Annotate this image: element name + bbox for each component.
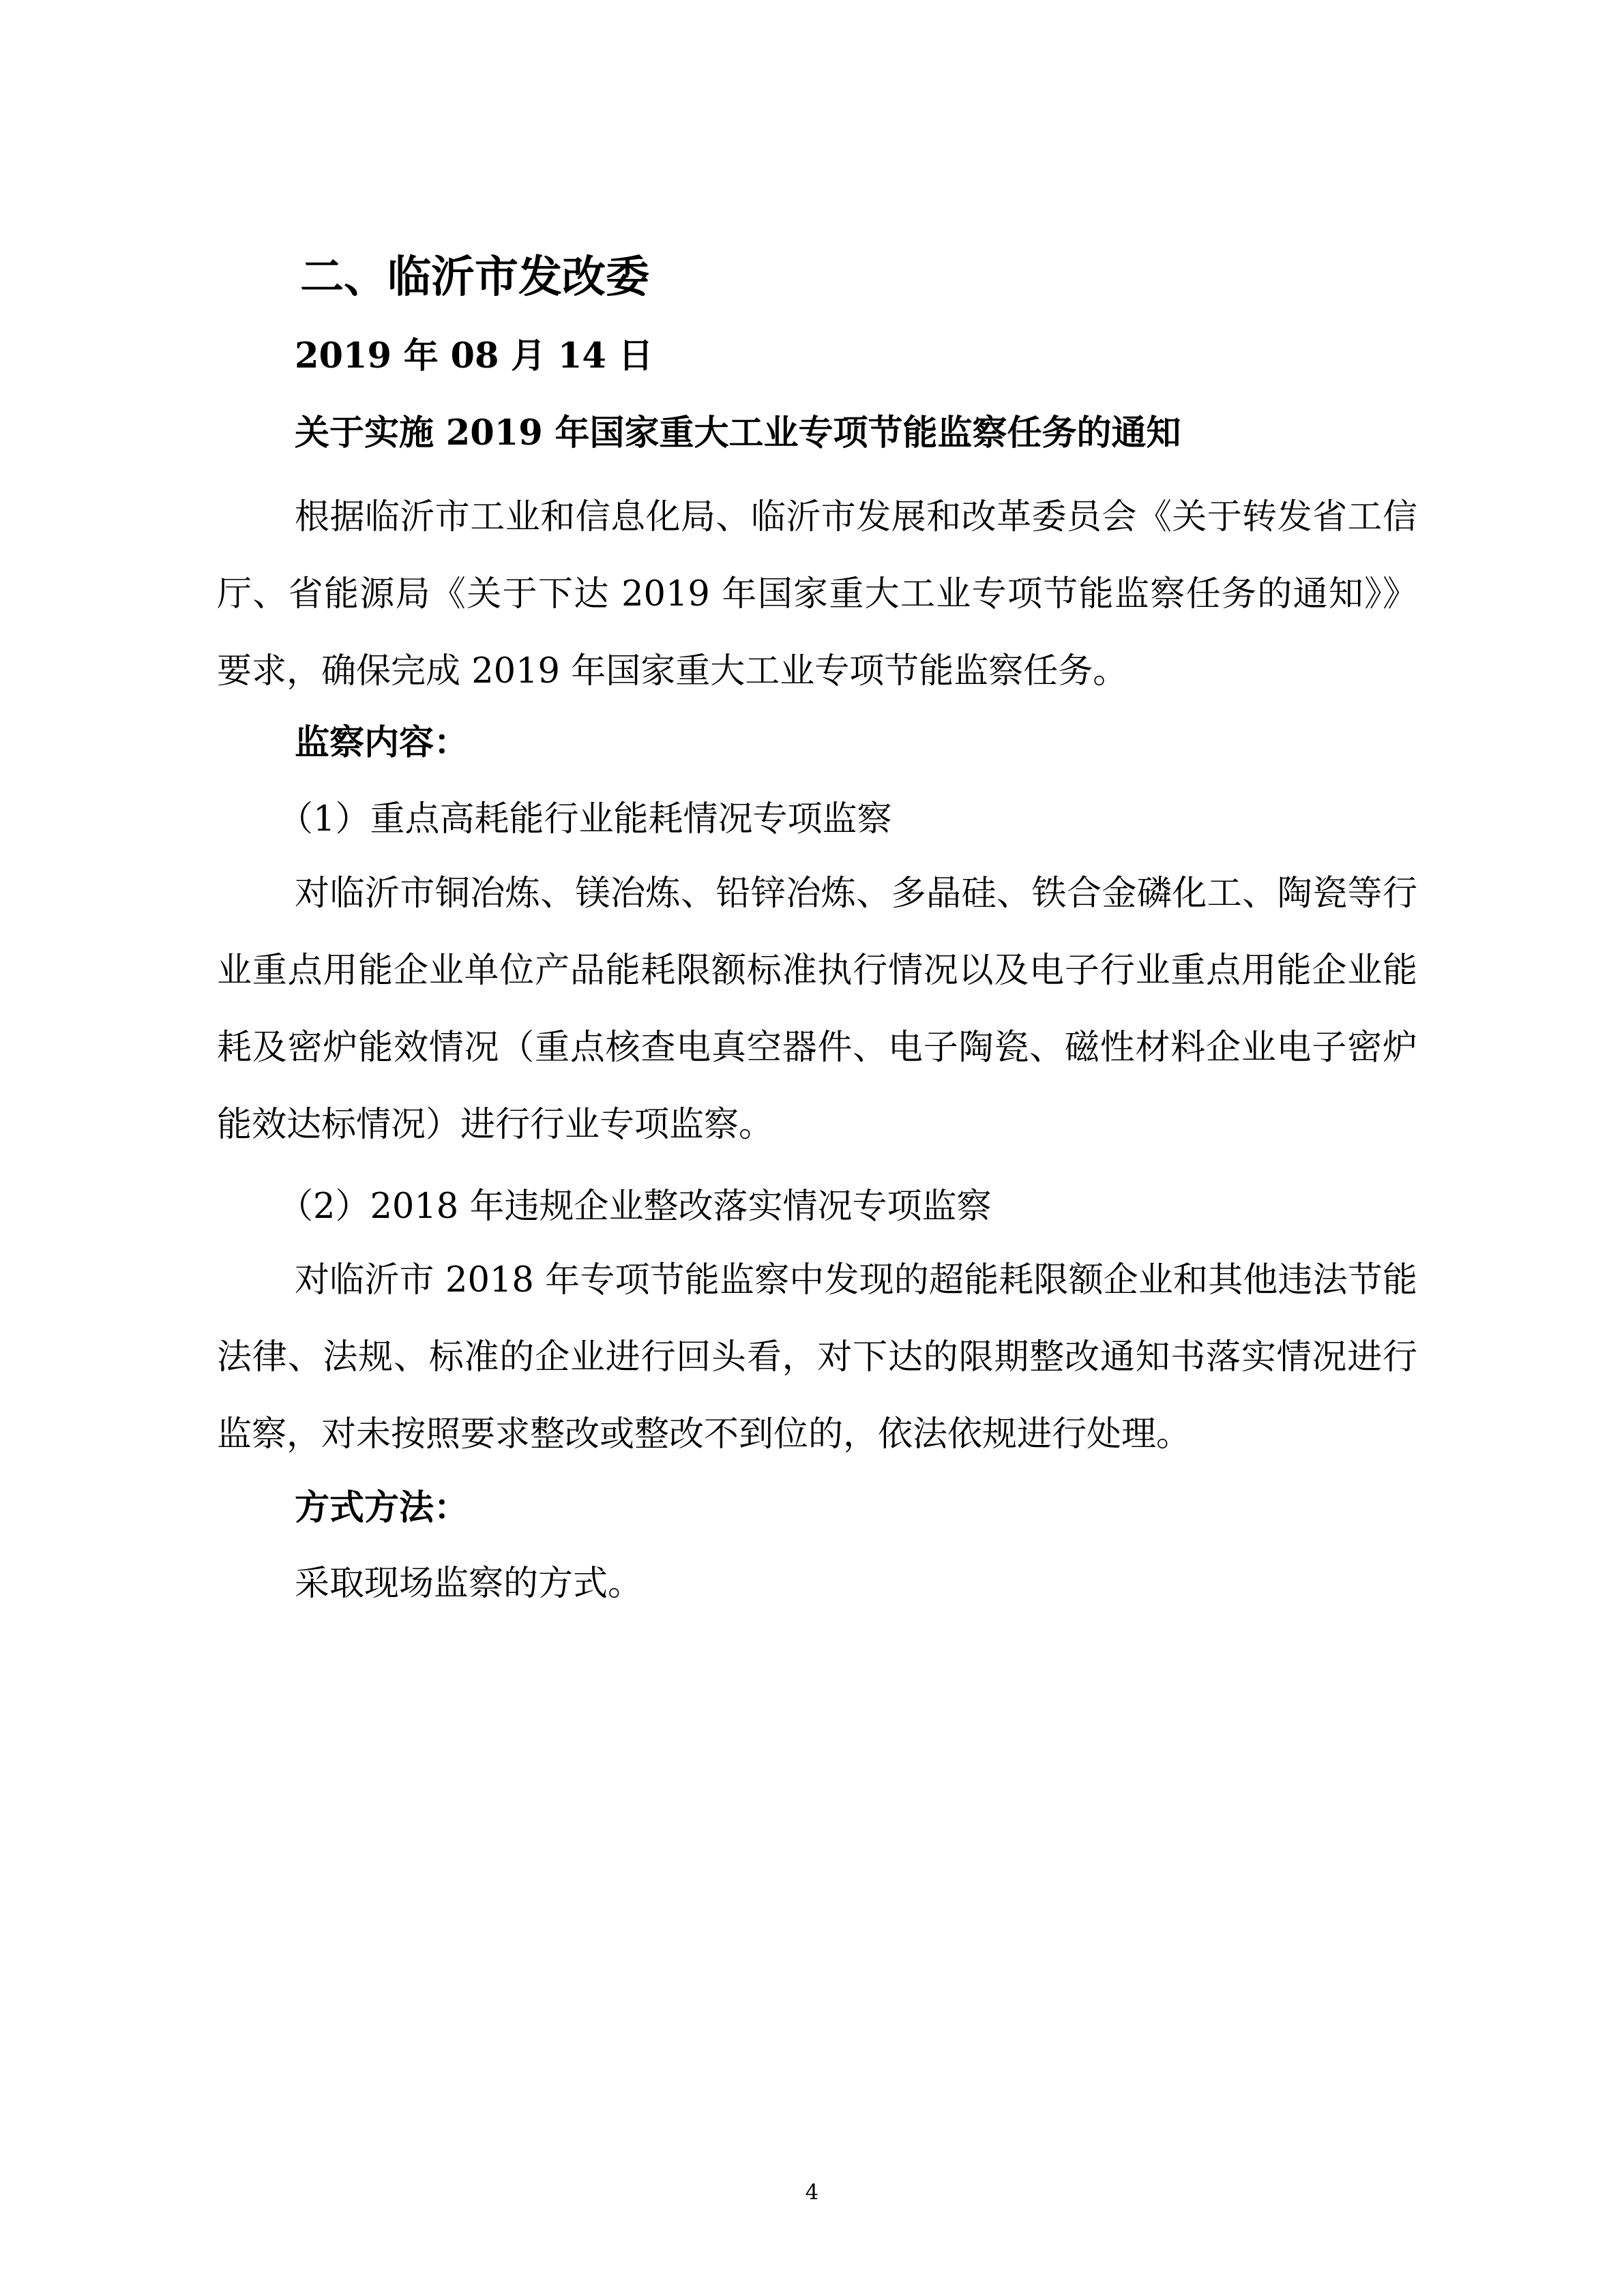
- content-section-title: 监察内容：: [295, 722, 469, 763]
- item-2-title: （2）2018 年违规企业整改落实情况专项监察: [278, 1187, 992, 1227]
- method-section-title: 方式方法：: [295, 1487, 469, 1528]
- method-text: 采取现场监察的方式。: [295, 1564, 643, 1604]
- notice-date: 2019 年 08 月 14 日: [295, 336, 653, 376]
- page-number: 4: [805, 2180, 819, 2205]
- item-2-paragraph: 对临沂市 2018 年专项节能监察中发现的超能耗限额企业和其他违法节能法律、法规、标准的企业进行回头看，对下达的限期整改通知书落实情况进行监察，对未按照要求整改或整改不到位的，依法依规进行处理。: [217, 1260, 1417, 1455]
- item-1-paragraph: 对临沂市铜冶炼、镁冶炼、铅锌冶炼、多晶硅、铁合金磷化工、陶瓷等行业重点用能企业单位产品能耗限额标准执行情况以及电子行业重点用能企业能耗及密炉能效情况（重点核查电真空器件、电子陶瓷、磁性材料企业电子密炉能效达标情况）进行行业专项监察。: [217, 874, 1417, 1145]
- item-1-title: （1）重点高耗能行业能耗情况专项监察: [278, 799, 892, 839]
- notice-title: 关于实施 2019 年国家重大工业专项节能监察任务的通知: [295, 413, 1181, 453]
- section-heading: 二、临沂市发改委: [300, 252, 649, 303]
- intro-paragraph: 根据临沂市工业和信息化局、临沂市发展和改革委员会《关于转发省工信厅、省能源局《关于下达 2019 年国家重大工业专项节能监察任务的通知》》要求，确保完成 2019 年国家重大工业专项节能监察任务。: [217, 497, 1417, 691]
